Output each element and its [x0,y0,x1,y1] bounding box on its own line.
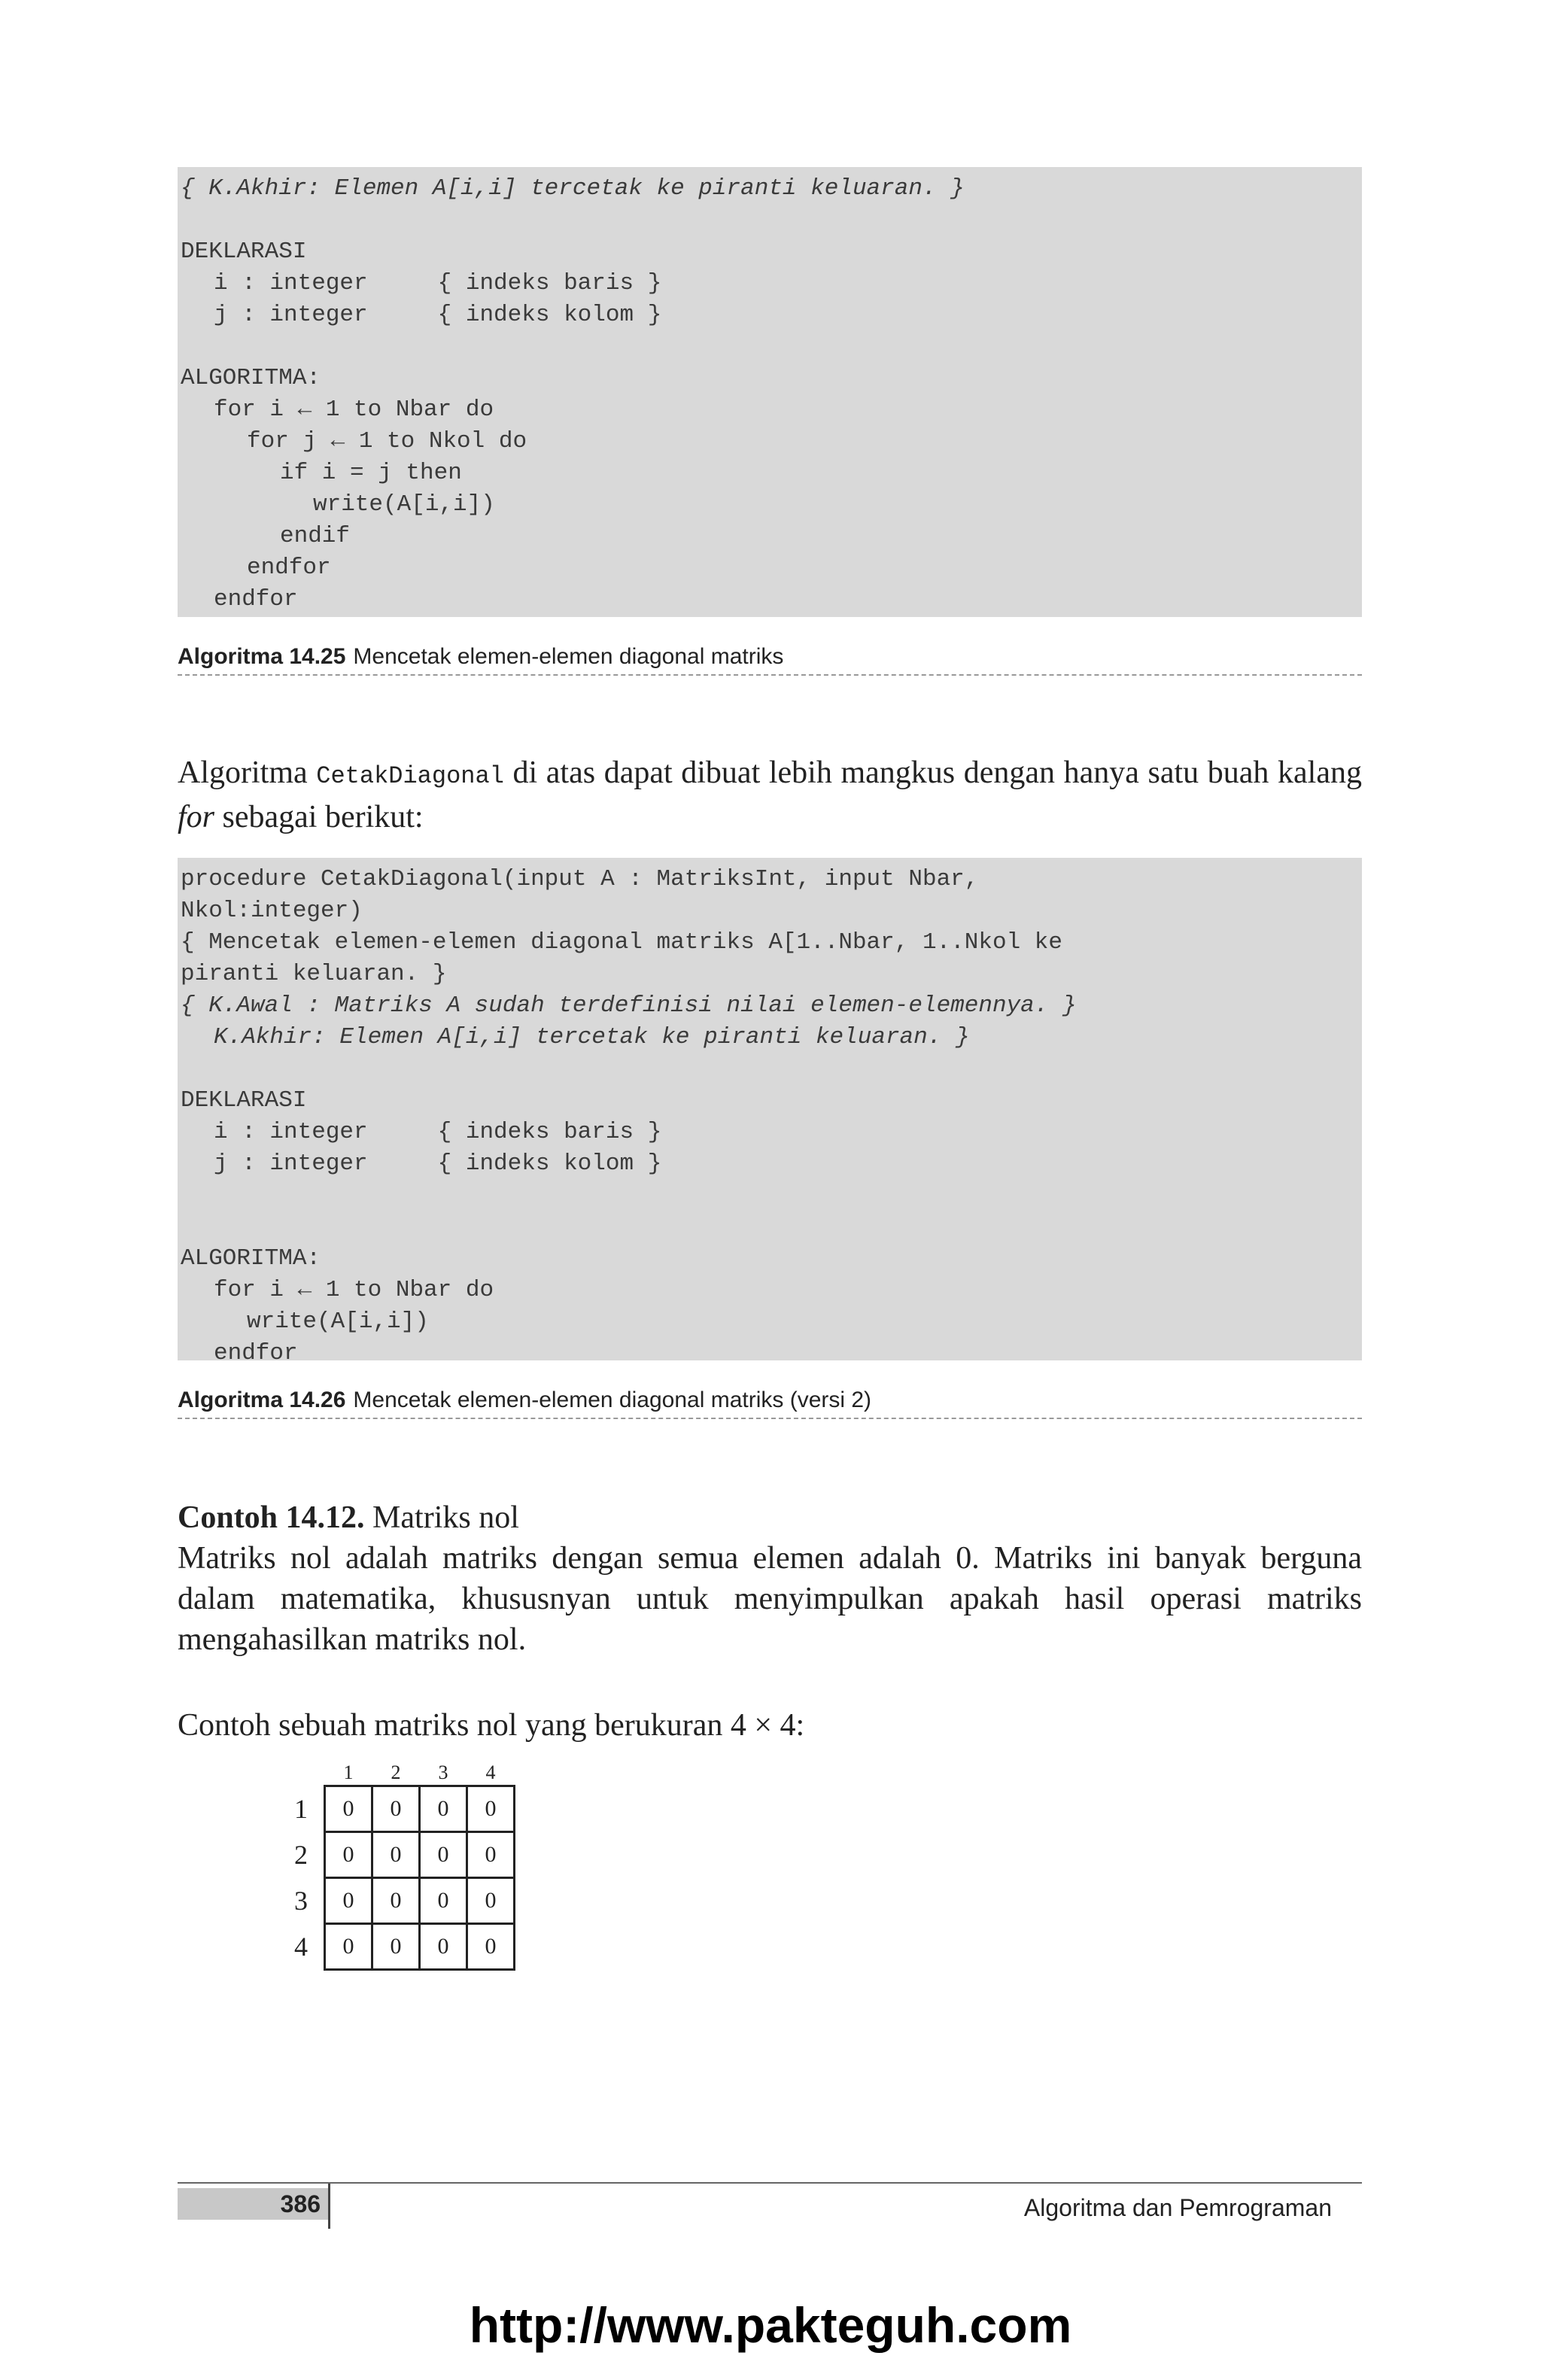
code-line: endif [280,523,351,549]
emphasis: for [178,800,215,834]
matrix-cell: 0 [325,1786,372,1832]
row-header: 4 [294,1932,308,1962]
book-title: Algoritma dan Pemrograman [1023,2194,1332,2221]
caption-text: Mencetak elemen-elemen diagonal matriks [353,644,784,669]
code-line: endfor [214,586,298,612]
matrix-row [293,1878,515,1924]
code-line: { K.Awal : Matriks A sudah terdefinisi nilai elemen-elemennya. } [181,992,1077,1019]
example-heading [178,1497,1362,1538]
example-body: Matriks nol adalah matriks dengan semua elemen adalah 0. Matriks ini banyak berguna dalam matematika, khususnyan untuk menyimpulkan apakah hasil operasi matriks mengahasilkan matriks nol. [178,1541,1362,1657]
code-line: DEKLARASI [181,239,307,265]
page-number: 386 [178,2188,328,2220]
page-footer [178,2182,1362,2229]
code-line: i : integer { indeks baris } [214,270,662,296]
code-line: Nkol:integer) [181,898,363,924]
matrix-table [293,1761,515,1971]
inline-code: CetakDiagonal [316,762,504,790]
caption-label: Algoritma 14.25 [178,644,346,669]
code-line [181,331,965,363]
para-text: Algoritma [178,755,317,790]
code-block-algoritma-14-25 [178,167,1362,617]
code-line: DEKLARASI [181,1087,307,1114]
matrix-cell: 0 [325,1832,372,1878]
code-line [181,205,965,236]
column-header: 4 [485,1761,496,1783]
code-block-algoritma-14-26 [178,858,1362,1366]
row-header: 3 [294,1886,308,1916]
caption-algoritma-14-26 [178,1388,1362,1419]
matrix-cell: 0 [420,1878,467,1924]
corner [293,1761,325,1786]
code-line: piranti keluaran. } [181,961,447,987]
code-line: ALGORITMA: [181,365,321,391]
paragraph-intro [178,752,1362,837]
code-line: K.Akhir: Elemen A[i,i] tercetak ke piranti keluaran. } [214,1024,970,1050]
code-lines [181,173,965,616]
code-line: { Mencetak elemen-elemen diagonal matriks A[1..Nbar, 1..Nkol ke [181,929,1062,956]
code-line: for i ← 1 to Nbar do [214,397,494,423]
caption-text: Mencetak elemen-elemen diagonal matriks (versi 2) [353,1388,872,1412]
example-intro: Contoh sebuah matriks nol yang berukuran 4 × 4: [178,1708,805,1743]
matrix-cell: 0 [467,1832,515,1878]
matrix-row [293,1786,515,1832]
matrix-cell: 0 [372,1878,420,1924]
code-line: if i = j then [280,460,462,486]
matrix-cell: 0 [372,1832,420,1878]
matrix-cell: 0 [420,1924,467,1970]
code-line: endfor [214,1340,298,1366]
matrix-cell: 0 [325,1878,372,1924]
watermark-url[interactable]: http://www.pakteguh.com [469,2297,1072,2353]
matrix-row [293,1832,515,1878]
code-line [181,1180,1077,1211]
column-header: 2 [391,1761,401,1783]
matrix-cell: 0 [325,1924,372,1970]
column-header: 3 [438,1761,448,1783]
matrix-row [293,1924,515,1970]
row-header: 1 [294,1794,308,1824]
para-text: di atas dapat dibuat lebih mangkus dengan hanya satu buah kalang [503,755,1362,790]
example-label: Contoh 14.12. [178,1500,365,1535]
code-line: j : integer { indeks kolom } [214,302,662,328]
matrix-cell: 0 [467,1924,515,1970]
code-line: for j ← 1 to Nkol do [247,428,527,454]
code-line: i : integer { indeks baris } [214,1119,662,1145]
code-lines [181,864,1077,1369]
matrix-cell: 0 [372,1786,420,1832]
code-line: procedure CetakDiagonal(input A : MatriksInt, input Nbar, [181,866,979,892]
column-header: 1 [343,1761,354,1783]
footer-divider [328,2184,330,2229]
code-line: for i ← 1 to Nbar do [214,1277,494,1303]
caption-algoritma-14-25 [178,644,1362,676]
code-line: { K.Akhir: Elemen A[i,i] tercetak ke piranti keluaran. } [181,175,965,202]
matrix-cell: 0 [467,1878,515,1924]
code-line: endfor [247,555,331,581]
code-line [181,1053,1077,1085]
matrix-cell: 0 [372,1924,420,1970]
caption-label: Algoritma 14.26 [178,1388,346,1412]
code-line: ALGORITMA: [181,1245,321,1272]
code-line [181,1211,1077,1243]
code-line: write(A[i,i]) [247,1309,429,1335]
matrix-cell: 0 [420,1786,467,1832]
zero-matrix [293,1761,515,1971]
row-header: 2 [294,1840,308,1870]
example-title: Matriks nol [364,1500,519,1535]
para-text: sebagai berikut: [214,800,424,834]
matrix-cell: 0 [420,1832,467,1878]
code-line: j : integer { indeks kolom } [214,1150,662,1177]
code-line: write(A[i,i]) [313,491,495,518]
matrix-cell: 0 [467,1786,515,1832]
